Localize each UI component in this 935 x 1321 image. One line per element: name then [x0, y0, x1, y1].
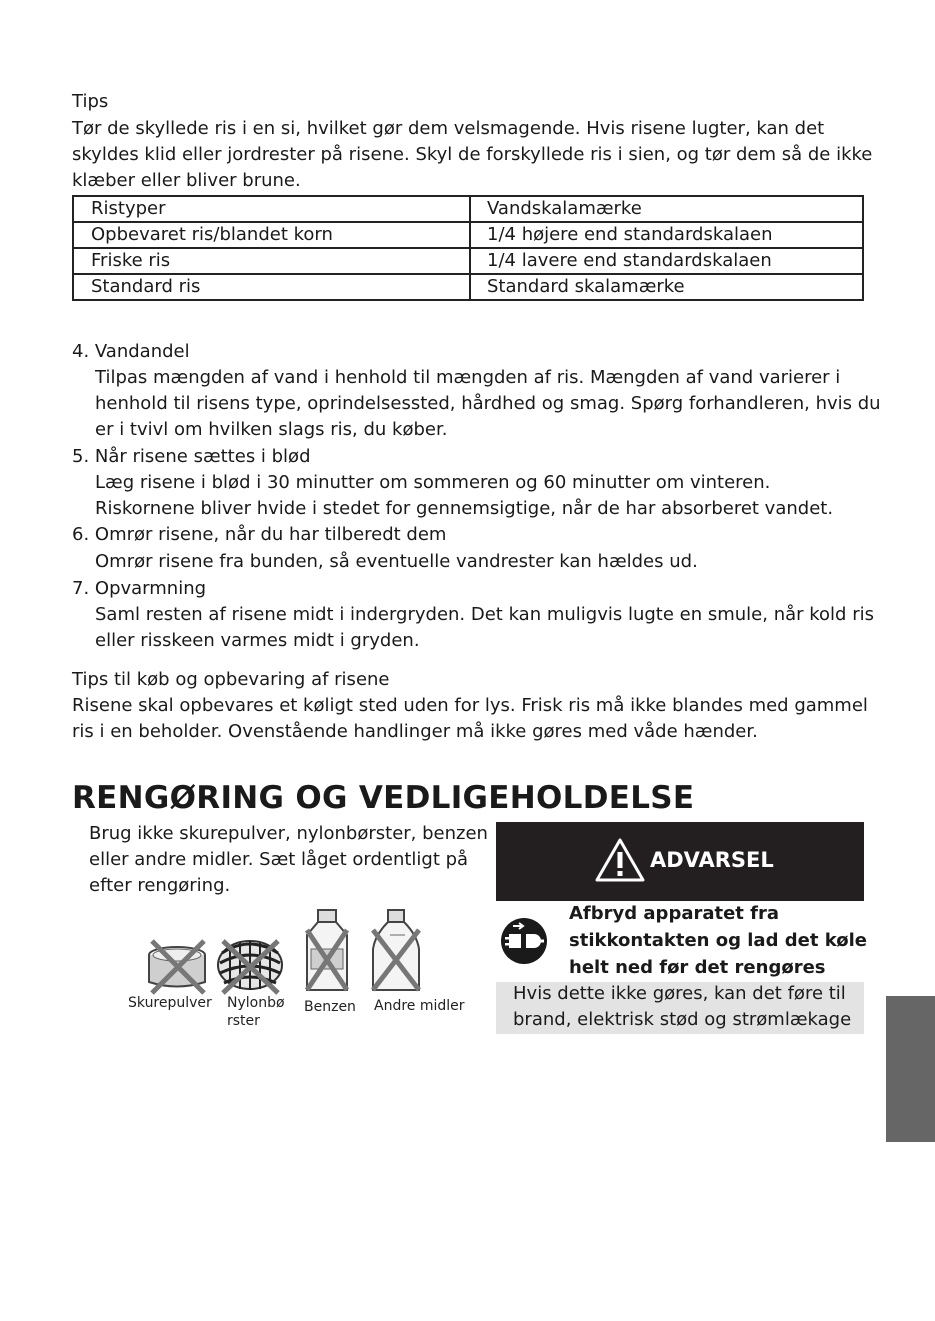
step-7-line: eller risskeen varmes midt i gryden. — [95, 630, 420, 651]
cleaning-illustrations — [120, 905, 470, 995]
caption-benzene: Benzen — [304, 999, 356, 1015]
step-7-title: 7. Opvarmning — [72, 578, 207, 599]
step-4-line: Tilpas mængden af vand i henhold til mængden af ris. Mængden af vand varierer i — [95, 367, 841, 388]
unplug-icon — [499, 916, 549, 966]
cleaning-line: eller andre midler. Sæt låget ordentligt på — [89, 849, 469, 870]
cleaning-line: efter rengøring. — [89, 875, 231, 896]
warning-note-line: brand, elektrisk stød og strømlækage — [513, 1009, 852, 1030]
tips-line-2: skyldes klid eller jordrester på risene. Skyl de forskyllede ris i sien, og tør dem så de ikke — [72, 144, 873, 165]
caption-other-agents: Andre midler — [374, 998, 465, 1014]
table-cell: 1/4 højere end standardskalaen — [470, 222, 863, 248]
table-cell: Standard skalamærke — [470, 274, 863, 300]
table-row — [73, 274, 863, 300]
nylon-brush-icon — [218, 941, 282, 993]
warning-note-line: Hvis dette ikke gøres, kan det føre til — [513, 983, 846, 1004]
table-cell: Opbevaret ris/blandet korn — [73, 222, 470, 248]
table-row — [73, 196, 863, 222]
table-cell: Vandskalamærke — [470, 196, 863, 222]
storage-line: Risene skal opbevares et køligt sted uden for lys. Frisk ris må ikke blandes med gammel — [72, 695, 868, 716]
rice-water-table — [72, 195, 864, 301]
warning-bold-line: helt ned før det rengøres — [569, 957, 826, 978]
caption-nylon-brush-2: rster — [227, 1013, 260, 1029]
tips-heading: Tips — [72, 91, 109, 112]
table-row — [73, 248, 863, 274]
warning-bold-line: Afbryd apparatet fra — [569, 903, 780, 924]
tips-line-3: klæber eller bliver brune. — [72, 170, 301, 191]
cleaning-line: Brug ikke skurepulver, nylonbørster, benzen — [89, 823, 488, 844]
caption-nylon-brush-1: Nylonbø — [227, 995, 285, 1011]
table-cell: Friske ris — [73, 248, 470, 274]
table-cell: Ristyper — [73, 196, 470, 222]
tips-line-1: Tør de skyllede ris i en si, hvilket gør dem velsmagende. Hvis risene lugter, kan det — [72, 118, 825, 139]
caption-scouring-powder: Skurepulver — [128, 995, 212, 1011]
step-6-title: 6. Omrør risene, når du har tilberedt dem — [72, 524, 447, 545]
benzene-bottle-icon — [307, 910, 347, 990]
table-cell: Standard ris — [73, 274, 470, 300]
warning-title: ADVARSEL — [650, 848, 774, 872]
side-tab-marker — [886, 996, 935, 1142]
step-4-line: henhold til risens type, oprindelsessted, hårdhed og smag. Spørg forhandleren, hvis du — [95, 393, 881, 414]
section-title: RENGØRING OG VEDLIGEHOLDELSE — [72, 780, 695, 816]
warning-bold-line: stikkontakten og lad det køle — [569, 930, 868, 951]
step-5-title: 5. Når risene sættes i blød — [72, 446, 311, 467]
other-agents-bottle-icon — [373, 910, 419, 990]
storage-heading: Tips til køb og opbevaring af risene — [72, 669, 390, 690]
table-row — [73, 222, 863, 248]
scouring-powder-icon — [149, 941, 205, 993]
storage-line: ris i en beholder. Ovenstående handlinger må ikke gøres med våde hænder. — [72, 721, 758, 742]
step-5-line: Riskornene bliver hvide i stedet for gennemsigtige, når de har absorberet vandet. — [95, 498, 834, 519]
step-4-line: er i tvivl om hvilken slags ris, du køber. — [95, 419, 448, 440]
step-4-title: 4. Vandandel — [72, 341, 190, 362]
step-7-line: Saml resten af risene midt i indergryden. Det kan muligvis lugte en smule, når kold ris — [95, 604, 874, 625]
step-5-line: Læg risene i blød i 30 minutter om sommeren og 60 minutter om vinteren. — [95, 472, 771, 493]
table-cell: 1/4 lavere end standardskalaen — [470, 248, 863, 274]
step-6-line: Omrør risene fra bunden, så eventuelle vandrester kan hældes ud. — [95, 551, 698, 572]
warning-triangle-icon — [594, 837, 646, 883]
